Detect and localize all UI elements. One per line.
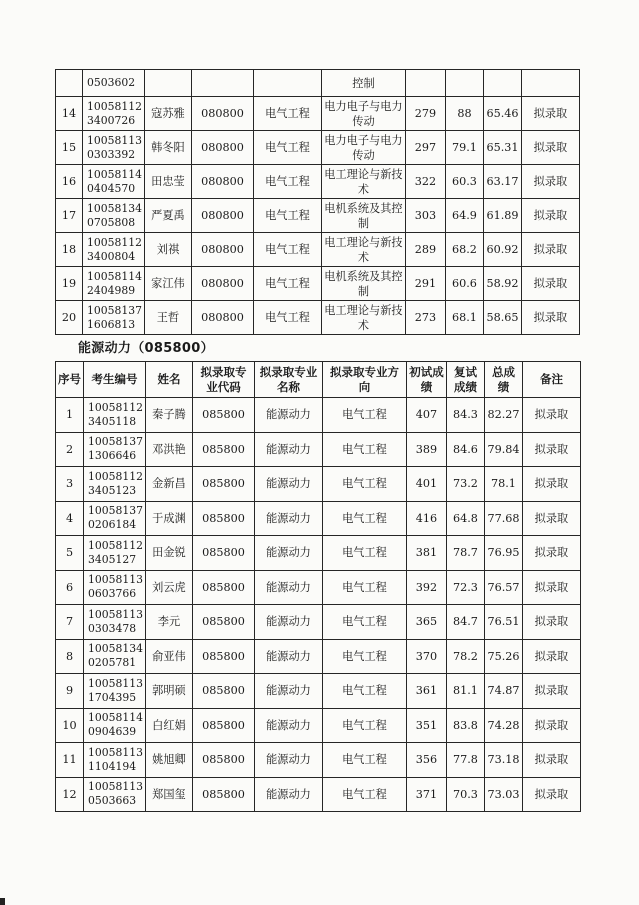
retest-score-cell: 64.9 bbox=[445, 199, 483, 233]
note-cell: 拟录取 bbox=[522, 398, 580, 433]
major-cell: 能源动力 bbox=[254, 708, 322, 743]
candidate-id-line2: 3405123 bbox=[88, 483, 137, 497]
initial-score-cell: 365 bbox=[406, 605, 446, 640]
retest-score-cell: 81.1 bbox=[446, 674, 484, 709]
note-cell: 拟录取 bbox=[522, 432, 580, 467]
major-cell: 电气工程 bbox=[253, 131, 321, 165]
name-cell bbox=[144, 70, 191, 97]
candidate-id-cell bbox=[84, 570, 146, 605]
direction-cell: 电机系统及其控制 bbox=[321, 267, 405, 301]
name-cell: 郑国玺 bbox=[145, 777, 192, 812]
candidate-id-line2: 0503663 bbox=[88, 794, 137, 808]
total-score-cell: 65.46 bbox=[483, 97, 521, 131]
candidate-id-cell bbox=[84, 743, 146, 778]
total-score-cell: 60.92 bbox=[483, 233, 521, 267]
note-cell: 拟录取 bbox=[521, 97, 579, 131]
initial-score-cell: 351 bbox=[406, 708, 446, 743]
total-score-cell: 76.57 bbox=[484, 570, 522, 605]
retest-score-cell: 79.1 bbox=[445, 131, 483, 165]
name-cell: 田忠莹 bbox=[144, 165, 191, 199]
direction-cell: 电气工程 bbox=[322, 432, 406, 467]
major-cell: 能源动力 bbox=[254, 777, 322, 812]
code-cell: 085800 bbox=[192, 432, 254, 467]
candidate-id-line1: 10058113 bbox=[88, 607, 143, 621]
candidate-id-line1: 10058114 bbox=[88, 711, 143, 725]
retest-score-cell: 84.3 bbox=[446, 398, 484, 433]
note-cell: 拟录取 bbox=[522, 605, 580, 640]
code-cell: 085800 bbox=[192, 743, 254, 778]
total-score-cell: 58.92 bbox=[483, 267, 521, 301]
seq-cell: 8 bbox=[56, 639, 84, 674]
candidate-id-line2: 2404989 bbox=[87, 283, 136, 297]
major-cell: 能源动力 bbox=[254, 501, 322, 536]
candidate-id-line1: 10058137 bbox=[88, 504, 143, 518]
note-cell: 拟录取 bbox=[522, 777, 580, 812]
direction-cell: 电力电子与电力传动 bbox=[321, 97, 405, 131]
retest-score-cell: 83.8 bbox=[446, 708, 484, 743]
candidate-id-line2: 1306646 bbox=[88, 449, 137, 463]
seq-cell: 5 bbox=[56, 536, 84, 571]
retest-score-cell: 84.7 bbox=[446, 605, 484, 640]
code-cell: 080800 bbox=[191, 131, 253, 165]
header-major-direction: 拟录取专业方向 bbox=[322, 362, 406, 398]
major-cell: 能源动力 bbox=[254, 536, 322, 571]
candidate-id-cell bbox=[84, 398, 146, 433]
seq-cell: 6 bbox=[56, 570, 84, 605]
candidate-id-line1: 10058137 bbox=[87, 303, 142, 317]
direction-cell: 电力电子与电力传动 bbox=[321, 131, 405, 165]
candidate-id-cell bbox=[84, 639, 146, 674]
total-score-cell: 58.65 bbox=[483, 301, 521, 335]
direction-cell: 电机系统及其控制 bbox=[321, 199, 405, 233]
header-total-score: 总成绩 bbox=[484, 362, 522, 398]
seq-cell: 2 bbox=[56, 432, 84, 467]
candidate-id-line2: 1606813 bbox=[87, 317, 136, 331]
name-cell: 俞亚伟 bbox=[145, 639, 192, 674]
name-cell: 刘云虎 bbox=[145, 570, 192, 605]
retest-score-cell: 73.2 bbox=[446, 467, 484, 502]
candidate-id-line1: 10058112 bbox=[88, 400, 143, 414]
total-score-cell: 78.1 bbox=[484, 467, 522, 502]
candidate-id-line1: 10058113 bbox=[88, 745, 143, 759]
table-row bbox=[56, 165, 580, 199]
candidate-id-line2: 1704395 bbox=[88, 690, 137, 704]
seq-cell: 7 bbox=[56, 605, 84, 640]
candidate-id-line1: 10058112 bbox=[88, 469, 143, 483]
code-cell: 085800 bbox=[192, 501, 254, 536]
candidate-id-line1: 10058112 bbox=[87, 99, 142, 113]
candidate-id-line2: 0206184 bbox=[88, 518, 137, 532]
candidate-id-cell bbox=[83, 199, 145, 233]
table-row bbox=[56, 233, 580, 267]
retest-score-cell: 77.8 bbox=[446, 743, 484, 778]
major-cell: 能源动力 bbox=[254, 570, 322, 605]
candidate-id-line1: 10058113 bbox=[88, 676, 143, 690]
seq-cell bbox=[56, 70, 83, 97]
candidate-id-line2: 0303392 bbox=[87, 147, 136, 161]
candidate-id-cell: 0503602 bbox=[83, 70, 145, 97]
table-row bbox=[56, 674, 581, 709]
direction-cell: 电气工程 bbox=[322, 536, 406, 571]
table-row bbox=[56, 131, 580, 165]
candidate-id-cell bbox=[84, 536, 146, 571]
note-cell: 拟录取 bbox=[522, 536, 580, 571]
direction-cell: 电气工程 bbox=[322, 674, 406, 709]
major-cell: 能源动力 bbox=[254, 432, 322, 467]
code-cell: 085800 bbox=[192, 467, 254, 502]
section-title: 能源动力（085800） bbox=[78, 341, 214, 356]
table-row bbox=[56, 398, 581, 433]
candidate-id-line1: 10058134 bbox=[87, 201, 142, 215]
candidate-id-line1: 10058137 bbox=[88, 435, 143, 449]
name-cell: 李元 bbox=[145, 605, 192, 640]
name-cell: 田金锐 bbox=[145, 536, 192, 571]
retest-score-cell: 84.6 bbox=[446, 432, 484, 467]
retest-score-cell: 68.2 bbox=[445, 233, 483, 267]
table-header-row bbox=[56, 362, 581, 398]
code-cell: 085800 bbox=[192, 605, 254, 640]
note-cell: 拟录取 bbox=[521, 131, 579, 165]
note-cell: 拟录取 bbox=[522, 467, 580, 502]
code-cell: 085800 bbox=[192, 398, 254, 433]
initial-score-cell: 370 bbox=[406, 639, 446, 674]
total-score-cell: 79.84 bbox=[484, 432, 522, 467]
note-cell: 拟录取 bbox=[522, 708, 580, 743]
candidate-id-line1: 10058113 bbox=[88, 573, 143, 587]
note-cell: 拟录取 bbox=[522, 570, 580, 605]
initial-score-cell: 416 bbox=[406, 501, 446, 536]
note-cell bbox=[521, 70, 579, 97]
name-cell: 家江伟 bbox=[144, 267, 191, 301]
name-cell: 金新昌 bbox=[145, 467, 192, 502]
table-row bbox=[56, 743, 581, 778]
initial-score-cell: 371 bbox=[406, 777, 446, 812]
name-cell: 严夏禹 bbox=[144, 199, 191, 233]
initial-score-cell: 356 bbox=[406, 743, 446, 778]
admission-table-electrical-engineering bbox=[55, 69, 580, 335]
candidate-id-line2: 0205781 bbox=[88, 656, 137, 670]
name-cell: 郭明硕 bbox=[145, 674, 192, 709]
candidate-id-line2: 0904639 bbox=[88, 725, 137, 739]
code-cell: 080800 bbox=[191, 301, 253, 335]
code-cell: 080800 bbox=[191, 165, 253, 199]
table-row bbox=[56, 432, 581, 467]
initial-score-cell: 291 bbox=[405, 267, 445, 301]
initial-score-cell: 401 bbox=[406, 467, 446, 502]
retest-score-cell: 60.3 bbox=[445, 165, 483, 199]
initial-score-cell: 389 bbox=[406, 432, 446, 467]
candidate-id-cell bbox=[83, 97, 145, 131]
direction-cell: 电气工程 bbox=[322, 605, 406, 640]
major-cell: 能源动力 bbox=[254, 743, 322, 778]
seq-cell: 14 bbox=[56, 97, 83, 131]
name-cell: 姚旭卿 bbox=[145, 743, 192, 778]
table-row bbox=[56, 777, 581, 812]
direction-cell: 电气工程 bbox=[322, 639, 406, 674]
candidate-id-cell bbox=[83, 165, 145, 199]
candidate-id-line1: 10058113 bbox=[88, 780, 143, 794]
total-score-cell: 61.89 bbox=[483, 199, 521, 233]
seq-cell: 19 bbox=[56, 267, 83, 301]
total-score-cell: 76.51 bbox=[484, 605, 522, 640]
initial-score-cell: 303 bbox=[405, 199, 445, 233]
total-score-cell: 74.87 bbox=[484, 674, 522, 709]
seq-cell: 4 bbox=[56, 501, 84, 536]
direction-cell: 电气工程 bbox=[322, 743, 406, 778]
major-cell: 能源动力 bbox=[254, 639, 322, 674]
major-cell: 电气工程 bbox=[253, 301, 321, 335]
total-score-cell: 73.18 bbox=[484, 743, 522, 778]
retest-score-cell: 68.1 bbox=[445, 301, 483, 335]
candidate-id-line2: 0603766 bbox=[88, 587, 137, 601]
candidate-id-line1: 10058113 bbox=[87, 133, 142, 147]
name-cell: 秦子腾 bbox=[145, 398, 192, 433]
initial-score-cell: 381 bbox=[406, 536, 446, 571]
seq-cell: 20 bbox=[56, 301, 83, 335]
direction-cell: 电气工程 bbox=[322, 570, 406, 605]
candidate-id-line1: 10058114 bbox=[87, 269, 142, 283]
table-row bbox=[56, 467, 581, 502]
seq-cell: 3 bbox=[56, 467, 84, 502]
table-row bbox=[56, 501, 581, 536]
candidate-id-cell bbox=[83, 267, 145, 301]
note-cell: 拟录取 bbox=[521, 199, 579, 233]
seq-cell: 12 bbox=[56, 777, 84, 812]
candidate-id-cell bbox=[84, 501, 146, 536]
candidate-id-cell bbox=[84, 467, 146, 502]
note-cell: 拟录取 bbox=[522, 501, 580, 536]
major-cell: 电气工程 bbox=[253, 199, 321, 233]
retest-score-cell: 78.2 bbox=[446, 639, 484, 674]
initial-score-cell: 392 bbox=[406, 570, 446, 605]
seq-cell: 17 bbox=[56, 199, 83, 233]
candidate-id-cell bbox=[84, 708, 146, 743]
candidate-id-cell bbox=[84, 674, 146, 709]
table-row bbox=[56, 639, 581, 674]
candidate-id-line1: 10058112 bbox=[87, 235, 142, 249]
direction-cell: 电气工程 bbox=[322, 398, 406, 433]
retest-score-cell: 64.8 bbox=[446, 501, 484, 536]
direction-cell: 电工理论与新技术 bbox=[321, 301, 405, 335]
initial-score-cell: 279 bbox=[405, 97, 445, 131]
candidate-id-line1: 10058112 bbox=[88, 538, 143, 552]
candidate-id-line2: 3405118 bbox=[88, 414, 137, 428]
candidate-id-line1: 10058134 bbox=[88, 642, 143, 656]
candidate-id-cell bbox=[84, 777, 146, 812]
direction-cell: 电工理论与新技术 bbox=[321, 233, 405, 267]
table-row bbox=[56, 708, 581, 743]
table-row bbox=[56, 536, 581, 571]
direction-cell: 电工理论与新技术 bbox=[321, 165, 405, 199]
note-cell: 拟录取 bbox=[522, 743, 580, 778]
seq-cell: 10 bbox=[56, 708, 84, 743]
header-retest-score: 复试成绩 bbox=[446, 362, 484, 398]
candidate-id-cell bbox=[84, 432, 146, 467]
major-cell: 电气工程 bbox=[253, 97, 321, 131]
candidate-id-line2: 0705808 bbox=[87, 215, 136, 229]
retest-score-cell: 78.7 bbox=[446, 536, 484, 571]
code-cell: 080800 bbox=[191, 97, 253, 131]
major-cell: 电气工程 bbox=[253, 165, 321, 199]
total-score-cell: 82.27 bbox=[484, 398, 522, 433]
retest-score-cell: 60.6 bbox=[445, 267, 483, 301]
header-seq: 序号 bbox=[56, 362, 84, 398]
total-score-cell: 73.03 bbox=[484, 777, 522, 812]
scan-edge-mark bbox=[0, 898, 5, 905]
initial-score-cell: 273 bbox=[405, 301, 445, 335]
initial-score-cell: 322 bbox=[405, 165, 445, 199]
header-initial-score: 初试成绩 bbox=[406, 362, 446, 398]
note-cell: 拟录取 bbox=[521, 267, 579, 301]
direction-cell: 电气工程 bbox=[322, 501, 406, 536]
code-cell: 085800 bbox=[192, 708, 254, 743]
name-cell: 邓洪艳 bbox=[145, 432, 192, 467]
admission-table-energy-power bbox=[55, 361, 581, 812]
major-cell: 电气工程 bbox=[253, 233, 321, 267]
retest-score-cell bbox=[445, 70, 483, 97]
code-cell: 085800 bbox=[192, 674, 254, 709]
direction-cell: 电气工程 bbox=[322, 777, 406, 812]
name-cell: 王哲 bbox=[144, 301, 191, 335]
code-cell: 085800 bbox=[192, 536, 254, 571]
seq-cell: 9 bbox=[56, 674, 84, 709]
note-cell: 拟录取 bbox=[522, 674, 580, 709]
name-cell: 于成渊 bbox=[145, 501, 192, 536]
note-cell: 拟录取 bbox=[521, 165, 579, 199]
major-cell: 能源动力 bbox=[254, 674, 322, 709]
initial-score-cell: 289 bbox=[405, 233, 445, 267]
name-cell: 白红娟 bbox=[145, 708, 192, 743]
candidate-id-line2: 0303478 bbox=[88, 621, 137, 635]
header-note: 备注 bbox=[522, 362, 580, 398]
initial-score-cell bbox=[405, 70, 445, 97]
major-cell bbox=[253, 70, 321, 97]
header-major-name: 拟录取专业名称 bbox=[254, 362, 322, 398]
initial-score-cell: 297 bbox=[405, 131, 445, 165]
total-score-cell: 75.26 bbox=[484, 639, 522, 674]
candidate-id-cell bbox=[83, 131, 145, 165]
name-cell: 韩冬阳 bbox=[144, 131, 191, 165]
seq-cell: 15 bbox=[56, 131, 83, 165]
code-cell bbox=[191, 70, 253, 97]
name-cell: 刘祺 bbox=[144, 233, 191, 267]
note-cell: 拟录取 bbox=[522, 639, 580, 674]
total-score-cell: 74.28 bbox=[484, 708, 522, 743]
table-row-continued bbox=[56, 70, 580, 97]
retest-score-cell: 70.3 bbox=[446, 777, 484, 812]
table-row bbox=[56, 301, 580, 335]
name-cell: 寇苏雅 bbox=[144, 97, 191, 131]
candidate-id-line2: 0404570 bbox=[87, 181, 136, 195]
code-cell: 085800 bbox=[192, 777, 254, 812]
candidate-id-line2: 3405127 bbox=[88, 552, 137, 566]
code-cell: 085800 bbox=[192, 639, 254, 674]
code-cell: 085800 bbox=[192, 570, 254, 605]
candidate-id-cell bbox=[83, 301, 145, 335]
header-name: 姓名 bbox=[145, 362, 192, 398]
candidate-id-line2: 3400804 bbox=[87, 249, 136, 263]
direction-cell: 电气工程 bbox=[322, 708, 406, 743]
note-cell: 拟录取 bbox=[521, 301, 579, 335]
candidate-id-line2: 1104194 bbox=[88, 759, 137, 773]
table-row bbox=[56, 605, 581, 640]
retest-score-cell: 72.3 bbox=[446, 570, 484, 605]
major-cell: 能源动力 bbox=[254, 467, 322, 502]
code-cell: 080800 bbox=[191, 267, 253, 301]
seq-cell: 18 bbox=[56, 233, 83, 267]
table-row bbox=[56, 570, 581, 605]
initial-score-cell: 407 bbox=[406, 398, 446, 433]
major-cell: 电气工程 bbox=[253, 267, 321, 301]
retest-score-cell: 88 bbox=[445, 97, 483, 131]
seq-cell: 11 bbox=[56, 743, 84, 778]
direction-cell: 电气工程 bbox=[322, 467, 406, 502]
major-cell: 能源动力 bbox=[254, 398, 322, 433]
total-score-cell: 65.31 bbox=[483, 131, 521, 165]
candidate-id-cell bbox=[83, 233, 145, 267]
total-score-cell bbox=[483, 70, 521, 97]
total-score-cell: 63.17 bbox=[483, 165, 521, 199]
code-cell: 080800 bbox=[191, 233, 253, 267]
header-major-code: 拟录取专业代码 bbox=[192, 362, 254, 398]
major-cell: 能源动力 bbox=[254, 605, 322, 640]
total-score-cell: 76.95 bbox=[484, 536, 522, 571]
note-cell: 拟录取 bbox=[521, 233, 579, 267]
candidate-id-line2: 3400726 bbox=[87, 113, 136, 127]
total-score-cell: 77.68 bbox=[484, 501, 522, 536]
seq-cell: 1 bbox=[56, 398, 84, 433]
table-row bbox=[56, 267, 580, 301]
direction-cell: 控制 bbox=[321, 70, 405, 97]
seq-cell: 16 bbox=[56, 165, 83, 199]
table-row bbox=[56, 199, 580, 233]
candidate-id-line1: 10058114 bbox=[87, 167, 142, 181]
code-cell: 080800 bbox=[191, 199, 253, 233]
initial-score-cell: 361 bbox=[406, 674, 446, 709]
table-row bbox=[56, 97, 580, 131]
candidate-id-cell bbox=[84, 605, 146, 640]
header-candidate-id: 考生编号 bbox=[84, 362, 146, 398]
